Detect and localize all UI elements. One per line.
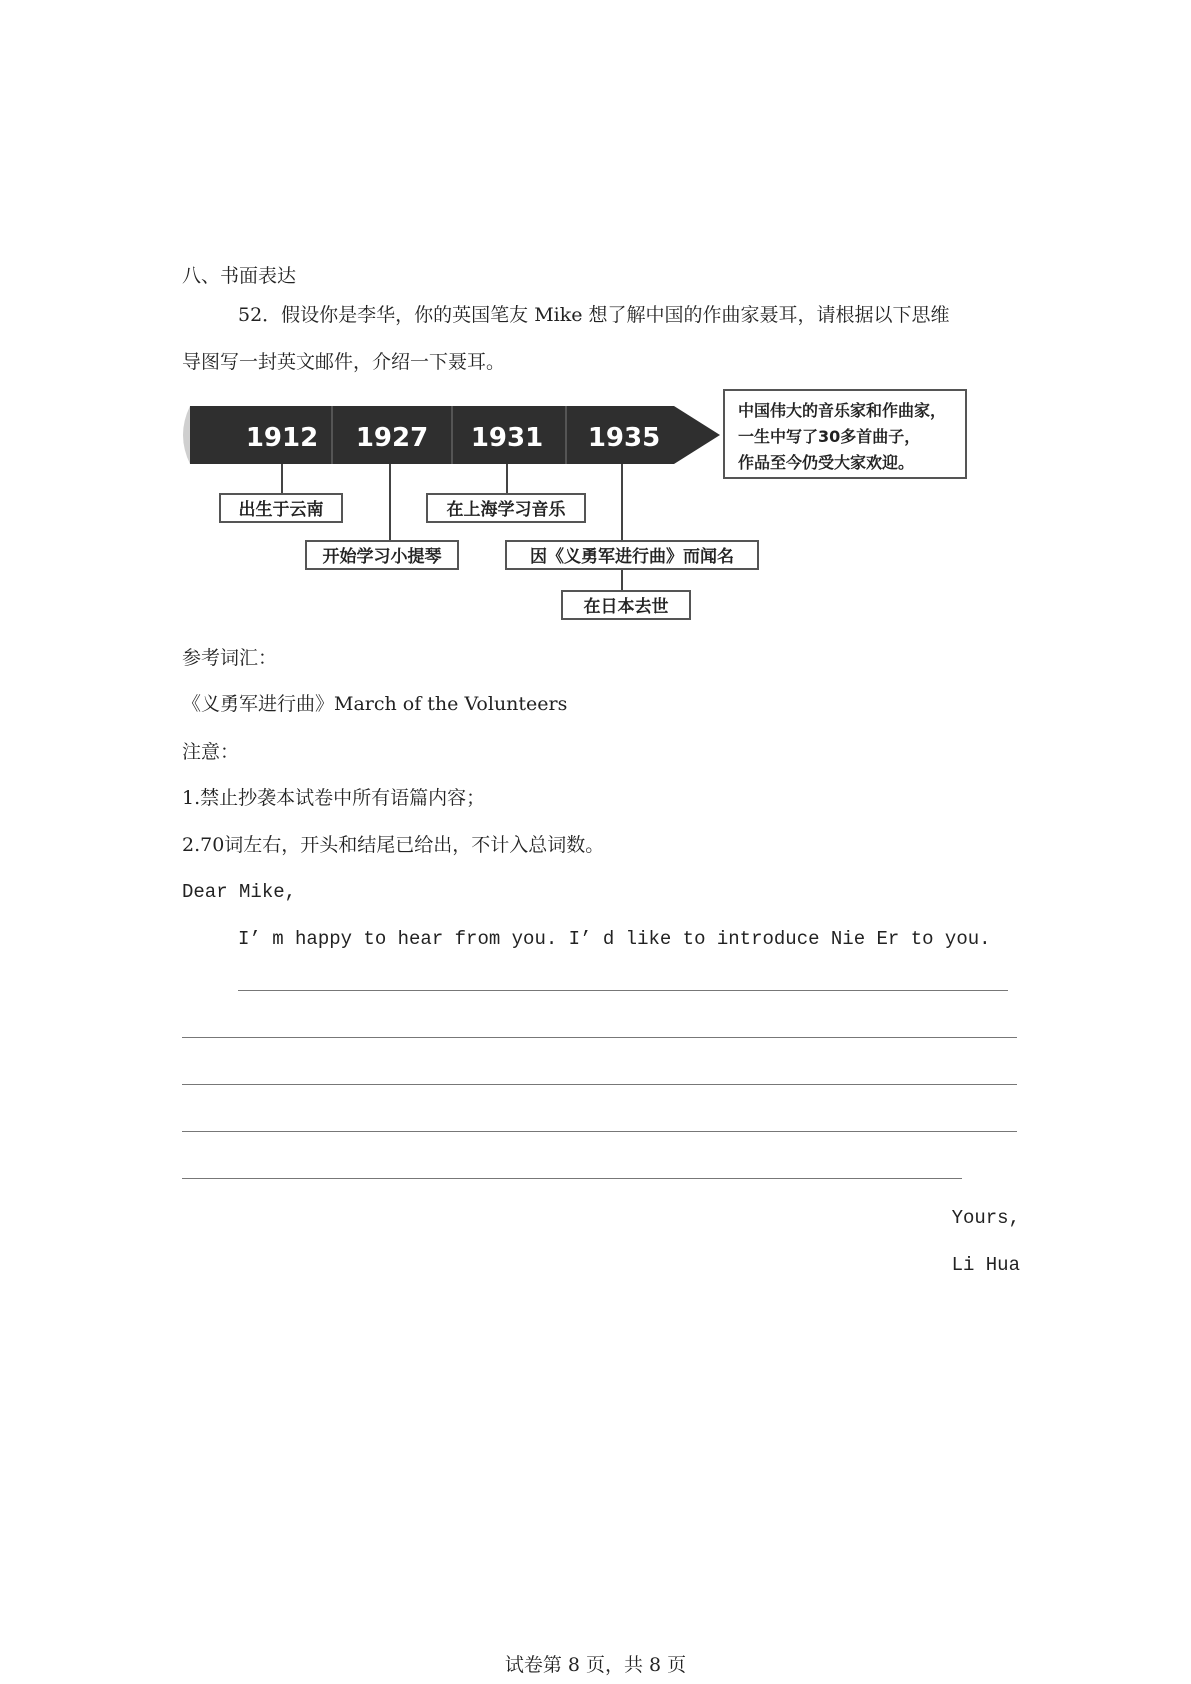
letter-signature: Li Hua <box>951 1254 1020 1276</box>
timeline-arrow-tail <box>183 406 190 464</box>
summary-line1: 中国伟大的音乐家和作曲家， <box>738 401 947 420</box>
answer-line-2[interactable] <box>182 1037 1017 1038</box>
answer-line-5[interactable] <box>182 1178 962 1179</box>
nie-er-timeline-diagram <box>182 386 982 626</box>
event-died: 在日本去世 <box>583 597 669 617</box>
event-born: 出生于云南 <box>238 500 324 520</box>
year-1935: 1935 <box>587 423 661 453</box>
question-text-line1: 52．假设你是李华，你的英国笔友 Mike 想了解中国的作曲家聂耳，请根据以下思维 <box>238 304 950 326</box>
notes-item-1: 1.禁止抄袭本试卷中所有语篇内容； <box>182 787 486 809</box>
year-1927: 1927 <box>355 423 429 453</box>
year-1931: 1931 <box>470 423 544 453</box>
vocab-item: 《义勇军进行曲》March of the Volunteers <box>182 693 568 715</box>
answer-line-4[interactable] <box>182 1131 1017 1132</box>
answer-line-3[interactable] <box>182 1084 1017 1085</box>
section-title: 八、书面表达 <box>182 265 297 287</box>
letter-closing: Yours, <box>951 1207 1020 1229</box>
event-famous: 因《义勇军进行曲》而闻名 <box>530 547 734 567</box>
event-violin: 开始学习小提琴 <box>322 547 442 567</box>
summary-line2: 一生中写了30多首曲子， <box>738 427 921 446</box>
letter-opening: I’ m happy to hear from you. I’ d like to introduce Nie Er to you. <box>238 928 991 950</box>
notes-item-2: 2.70词左右，开头和结尾已给出，不计入总词数。 <box>182 834 605 856</box>
event-shanghai: 在上海学习音乐 <box>446 500 566 520</box>
question-text-line2: 导图写一封英文邮件，介绍一下聂耳。 <box>182 351 506 373</box>
vocab-label: 参考词汇： <box>182 647 278 669</box>
summary-line3: 作品至今仍受大家欢迎。 <box>738 453 915 472</box>
page-footer: 试卷第 8 页，共 8 页 <box>504 1654 687 1676</box>
year-1912: 1912 <box>245 423 319 453</box>
notes-label: 注意： <box>182 741 240 763</box>
letter-greeting: Dear Mike, <box>182 881 297 903</box>
answer-line-1[interactable] <box>238 990 1008 991</box>
